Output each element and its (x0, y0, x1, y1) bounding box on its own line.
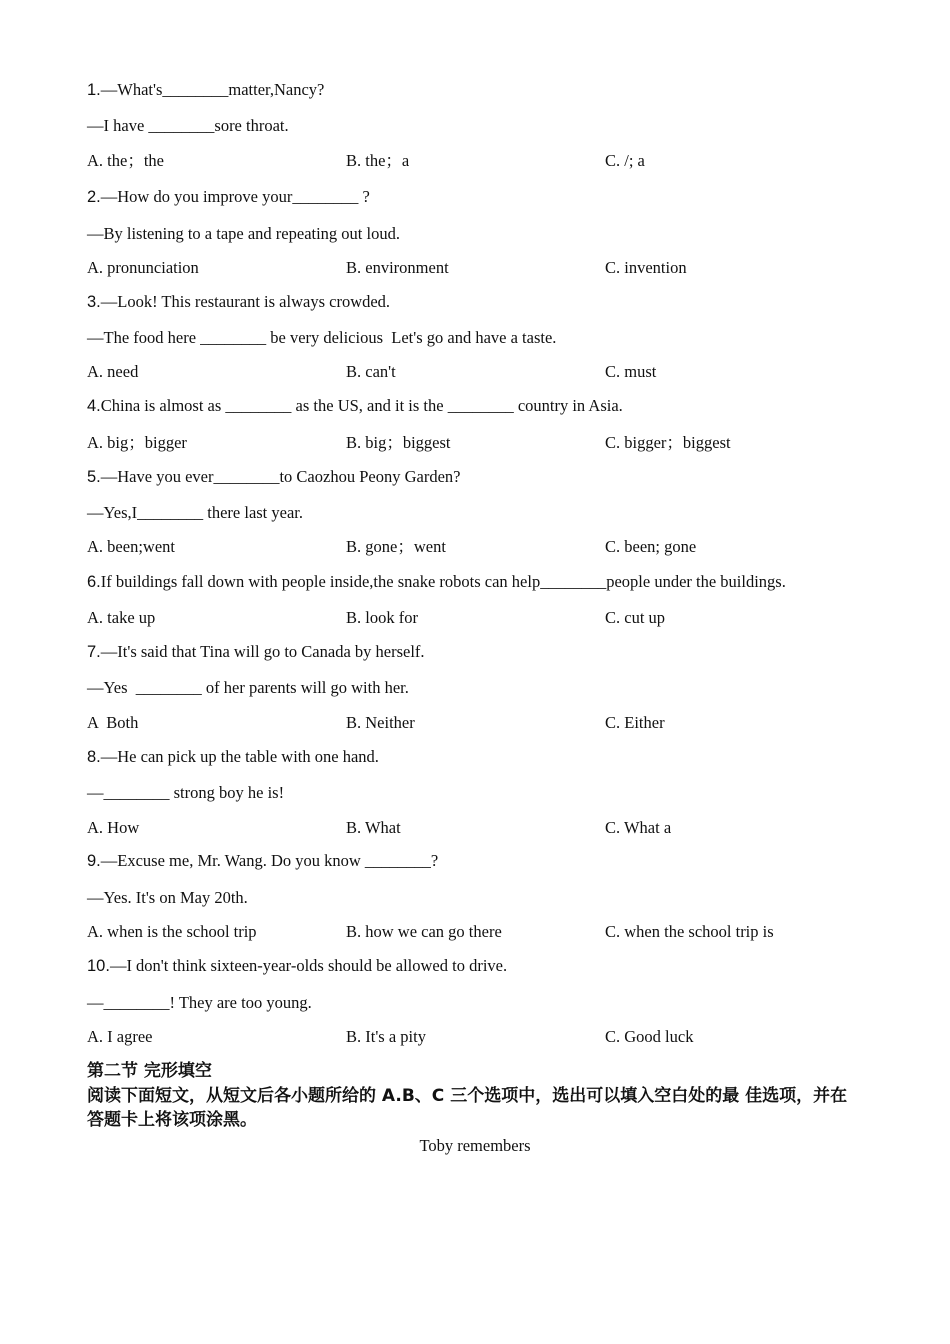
question-4-stem: 4.China is almost as ________ as the US, and it is the ________ country in Asia. (87, 396, 623, 415)
question-9-options (87, 922, 867, 942)
question-8-line-2: —________ strong boy he is! (87, 783, 285, 802)
question-8-stem: 8.—He can pick up the table with one hand. (87, 747, 379, 766)
option-a[interactable]: A. when is the school trip (87, 922, 257, 941)
option-c[interactable]: C. /; a (605, 151, 645, 170)
option-c[interactable]: C. Either (605, 713, 665, 732)
option-c[interactable]: C. must (605, 362, 657, 381)
question-2-stem: 2.—How do you improve your________ ? (87, 187, 370, 206)
question-4-options (87, 433, 867, 453)
question-6-options (87, 608, 867, 628)
option-c[interactable]: C. What a (605, 818, 672, 837)
question-2-line-2: —By listening to a tape and repeating out loud. (87, 224, 400, 243)
question-8-options (87, 818, 867, 838)
question-10-options (87, 1027, 867, 1047)
option-a[interactable]: A. How (87, 818, 140, 837)
question-10-line-2: —________! They are too young. (87, 993, 312, 1012)
question-6-stem: 6.If buildings fall down with people inside,the snake robots can help________people under the buildings. (87, 572, 786, 591)
question-1-line-2: —I have ________sore throat. (87, 116, 289, 135)
option-b[interactable]: B. It's a pity (346, 1027, 426, 1046)
question-1-options (87, 151, 867, 171)
section-instruction: 阅读下面短文，从短文后各小题所给的 A.B、C 三个选项中，选出可以填入空白处的最 佳选项，并在答题卡上将该项涂黑。 (87, 1086, 848, 1130)
question-7-line-2: —Yes ________ of her parents will go with her. (87, 678, 409, 697)
option-b[interactable]: B. can't (346, 362, 396, 381)
section-title: 第二节 完形填空 (87, 1061, 212, 1081)
option-b[interactable]: B. gone；went (346, 537, 446, 556)
question-3-options (87, 362, 867, 382)
option-a[interactable]: A. big；bigger (87, 433, 187, 452)
option-a[interactable]: A. the；the (87, 151, 164, 170)
option-a[interactable]: A. pronunciation (87, 258, 199, 277)
question-9-line-2: —Yes. It's on May 20th. (87, 888, 248, 907)
question-7-options (87, 713, 867, 733)
question-3-stem: 3.—Look! This restaurant is always crowded. (87, 292, 391, 311)
option-c[interactable]: C. bigger；biggest (605, 433, 731, 452)
option-c[interactable]: C. Good luck (605, 1027, 694, 1046)
option-a[interactable]: A Both (87, 713, 139, 732)
option-c[interactable]: C. cut up (605, 608, 666, 627)
question-9-stem: 9.—Excuse me, Mr. Wang. Do you know ________? (87, 851, 439, 870)
option-a[interactable]: A. take up (87, 608, 156, 627)
option-b[interactable]: B. environment (346, 258, 449, 277)
question-7-stem: 7.—It's said that Tina will go to Canada by herself. (87, 642, 425, 661)
question-2-options (87, 258, 867, 278)
option-a[interactable]: A. been;went (87, 537, 175, 556)
option-a[interactable]: A. I agree (87, 1027, 153, 1046)
question-5-line-2: —Yes,I________ there last year. (87, 503, 303, 522)
option-c[interactable]: C. invention (605, 258, 687, 277)
question-3-line-2: —The food here ________ be very delicious Let's go and have a taste. (87, 328, 557, 347)
option-a[interactable]: A. need (87, 362, 139, 381)
question-1-stem: 1.—What's________matter,Nancy? (87, 80, 325, 99)
option-b[interactable]: B. What (346, 818, 401, 837)
passage-title: Toby remembers (419, 1136, 531, 1155)
question-5-options (87, 537, 867, 557)
question-10-stem: 10.—I don't think sixteen-year-olds should be allowed to drive. (87, 956, 508, 975)
option-b[interactable]: B. look for (346, 608, 418, 627)
option-c[interactable]: C. been; gone (605, 537, 697, 556)
question-5-stem: 5.—Have you ever________to Caozhou Peony Garden? (87, 467, 461, 486)
option-b[interactable]: B. how we can go there (346, 922, 502, 941)
option-b[interactable]: B. big；biggest (346, 433, 451, 452)
option-c[interactable]: C. when the school trip is (605, 922, 774, 941)
option-b[interactable]: B. the；a (346, 151, 410, 170)
option-b[interactable]: B. Neither (346, 713, 415, 732)
